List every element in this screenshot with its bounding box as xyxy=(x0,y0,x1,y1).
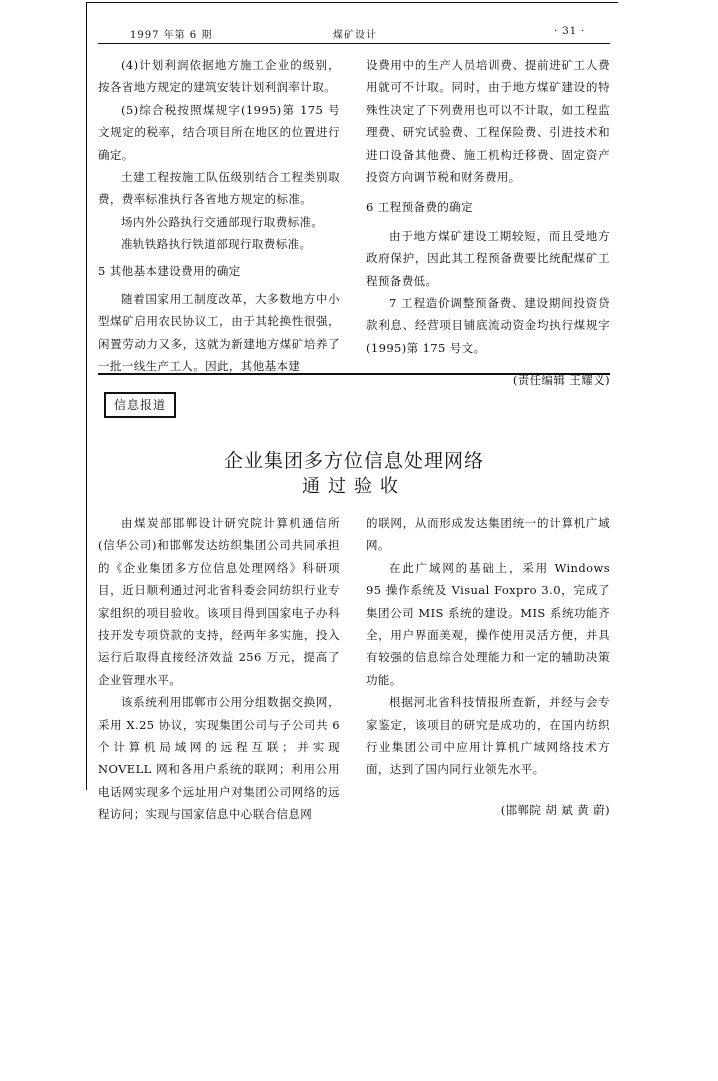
header-rule xyxy=(98,43,610,44)
page-frame-left xyxy=(86,2,87,790)
paragraph: 7 工程造价调整预备费、建设期间投资贷款利息、经营项目铺底流动资金均执行煤规字(1995)第 175 号文。 xyxy=(366,296,610,355)
paragraph-continuation: 设费用中的生产人员培训费、提前进矿工人费用就可不计取。同时，由于地方煤矿建设的特殊性决定了下列费用也可以不计取，如工程监理费、研究试验费、工程保险费、引进技术和进口设备其他费、施工机构迁移费、固定资产投资方向调节税和财务费用。 xyxy=(366,58,610,185)
news-badge: 信息报道 xyxy=(104,392,176,418)
paragraph-continuation: 的联网，从而形成发达集团统一的计算机广域网。 xyxy=(366,516,610,553)
paragraph: 随着国家用工制度改革，大多数地方中小型煤矿启用农民协议工，由于其轮换性很强，闲置劳动力又多，这就为新建地方煤矿培养了一批一线生产工人。因此，其他基本建 xyxy=(98,292,340,374)
paragraph: 由煤炭部邯郸设计研究院计算机通信所(信华公司)和邯郸发达纺织集团公司共同承担的《企业集团多方位信息处理网络》科研项目，近日顺利通过河北省科委会同纺织行业专家组织的项目验收。该项目得到国家电子办科技开发专项贷款的支持，经两年多实施，投入运行后取得直接经济效益 256 万元，提高了企业管理水平。 xyxy=(98,516,340,687)
journal-name: 煤矿设计 xyxy=(333,30,377,41)
byline: (邯郸院 胡 斌 黄 蔚) xyxy=(500,802,610,817)
news-right-column xyxy=(366,512,610,821)
paragraph: (5)综合税按照煤规字(1995)第 175 号文规定的税率，结合项目所在地区的位置进行确定。 xyxy=(98,102,340,162)
editor-credit: (责任编辑 王耀义) xyxy=(512,373,610,388)
paragraph: 准轨铁路执行铁道部现行取费标准。 xyxy=(121,237,312,252)
top-right-column xyxy=(366,54,610,392)
issue-label: 1997 年第 6 期 xyxy=(130,30,213,41)
paragraph: 场内外公路执行交通部现行取费标准。 xyxy=(121,214,324,229)
section-heading-5: 5 其他基本建设费用的确定 xyxy=(98,263,241,278)
news-left-column xyxy=(98,512,340,826)
paragraph: 该系统利用邯郸市公用分组数据交换网，采用 X.25 协议，实现集团公司与子公司共 6 个计算机局域网的远程互联；并实现 NOVELL 网和各用户系统的联网；利用公用电话网实现多个远址用户对集团公司网络的远程访问；实现与国家信息中心联合信息网 xyxy=(98,695,340,822)
paragraph: 在此广域网的基础上，采用 Windows 95 操作系统及 Visual Foxpro 3.0，完成了集团公司 MIS 系统的建设。MIS 系统功能齐全，用户界面美观，操作使用灵活方便，并具有较强的信息综合处理能力和一定的辅助决策功能。 xyxy=(366,560,610,687)
news-subtitle: 通过验收 xyxy=(302,476,406,497)
top-left-column xyxy=(98,54,340,378)
paragraph: 由于地方煤矿建设工期较短，而且受地方政府保护，因此其工程预备费要比统配煤矿工程预备费低。 xyxy=(366,228,610,288)
section-divider xyxy=(98,373,610,375)
page-frame-top xyxy=(86,2,618,3)
page-number: · 31 · xyxy=(554,26,586,37)
paragraph: (4)计划利润依据地方施工企业的级别，按各省地方规定的建筑安装计划利润率计取。 xyxy=(98,58,340,95)
paragraph: 根据河北省科技情报所查新，并经与会专家鉴定，该项目的研究是成功的，在国内纺织行业集团公司中应用计算机广域网络技术方面，达到了国内同行业领先水平。 xyxy=(366,695,610,777)
news-title: 企业集团多方位信息处理网络 xyxy=(223,450,484,472)
paragraph: 土建工程按施工队伍级别结合工程类别取费，费率标准执行各省地方规定的标准。 xyxy=(98,170,340,207)
section-heading-6: 6 工程预备费的确定 xyxy=(366,200,473,215)
